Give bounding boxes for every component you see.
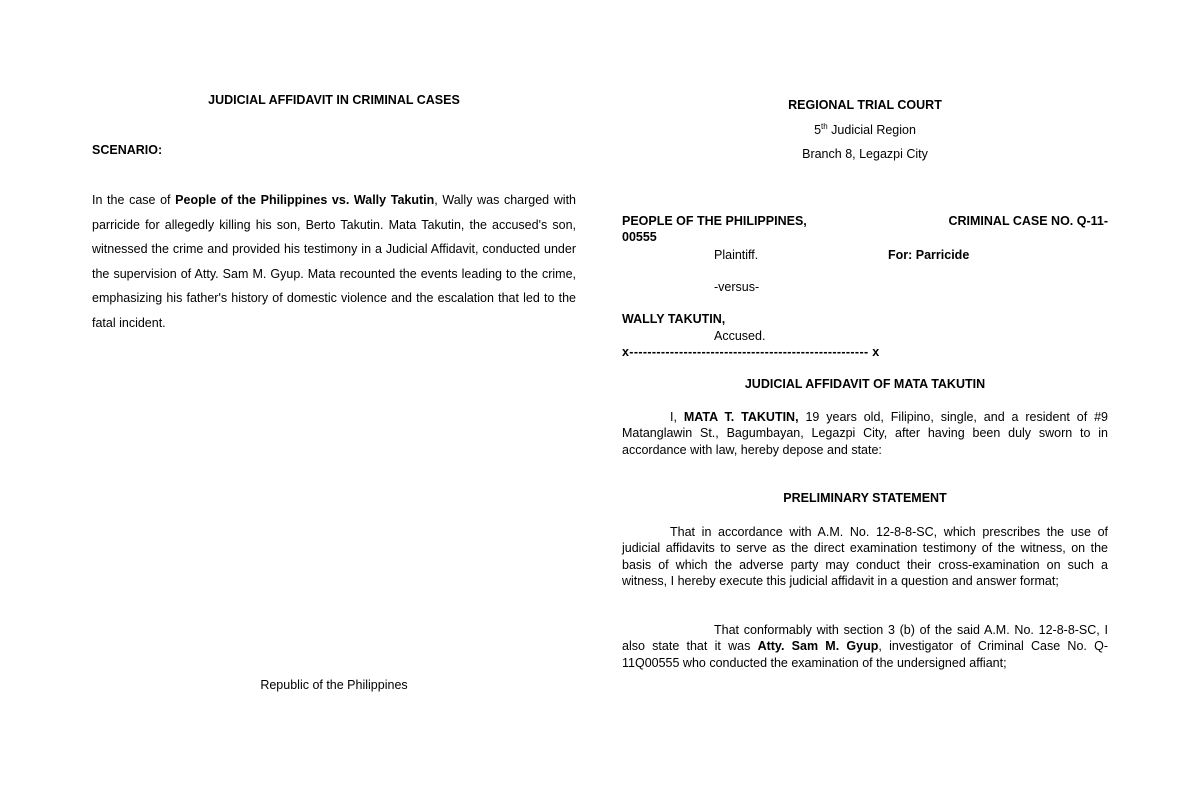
investigator-name: Atty. Sam M. Gyup bbox=[757, 639, 879, 654]
intro-paragraph bbox=[622, 409, 1108, 458]
preliminary-paragraph-1: That in accordance with A.M. No. 12-8-8-SC, which prescribes the use of judicial affidavits to serve as the direct examination testimony of the witness, on the basis of which the adverse party may conduct their cross-examination on such a witness, I hereby execute this judicial affidavit in a question and answer format; bbox=[622, 525, 1108, 588]
caption-divider: x----------------------------------------------------- x bbox=[622, 345, 880, 359]
preliminary-statement-heading: PRELIMINARY STATEMENT bbox=[783, 491, 947, 505]
prelim-2-text-rest: , investigator of Criminal Case No. Q-11Q00555 who conducted the examination of the undersigned affiant; bbox=[622, 639, 1108, 670]
preliminary-paragraph-2 bbox=[622, 622, 1108, 671]
scenario-text-start: In the case of bbox=[92, 193, 176, 207]
plaintiff-name: PEOPLE OF THE PHILIPPINES, bbox=[622, 214, 807, 228]
region-text: Judicial Region bbox=[827, 122, 916, 137]
versus-label: -versus- bbox=[714, 280, 760, 294]
plaintiff-role: Plaintiff. bbox=[714, 248, 759, 262]
region-suffix: th bbox=[821, 121, 828, 131]
case-title: People of the Philippines vs. Wally Takutin bbox=[175, 193, 435, 207]
intro-text-start: I, bbox=[670, 410, 684, 424]
court-name: REGIONAL TRIAL COURT bbox=[788, 98, 942, 112]
case-nature: For: Parricide bbox=[888, 248, 970, 262]
scenario-text-rest: , Wally was charged with parricide for allegedly killing his son, Berto Takutin. Mata Takutin, the accused's son, witnessed the crime and provided his testimony in a Judicial Affidavit, conducted under the supervision of Atty. Sam M. Gyup. Mata recounted the events leading to the crime, emphasizing his father's history of domestic violence and the escalation that led to the fatal incident. bbox=[92, 193, 576, 330]
court-region bbox=[622, 118, 1108, 143]
case-number: CRIMINAL CASE NO. Q-11- bbox=[948, 214, 1108, 228]
affiant-name: MATA T. TAKUTIN, bbox=[683, 410, 799, 424]
case-number-tail: 00555 bbox=[622, 230, 657, 244]
court-branch: Branch 8, Legazpi City bbox=[802, 147, 928, 161]
scenario-paragraph bbox=[92, 188, 576, 335]
region-number: 5 bbox=[814, 122, 822, 137]
court-header bbox=[622, 93, 1108, 167]
left-page-title: JUDICIAL AFFIDAVIT IN CRIMINAL CASES bbox=[208, 93, 460, 107]
intro-text-rest: 19 years old, Filipino, single, and a resident of #9 Matanglawin St., Bagumbayan, Legazpi City, after having been duly sworn to in accordance with law, hereby depose and state: bbox=[622, 410, 1108, 457]
accused-name: WALLY TAKUTIN, bbox=[622, 312, 726, 326]
affidavit-title: JUDICIAL AFFIDAVIT OF MATA TAKUTIN bbox=[744, 377, 986, 391]
scenario-heading: SCENARIO: bbox=[92, 143, 163, 157]
left-page-footer: Republic of the Philippines bbox=[260, 678, 408, 692]
prelim-2-text-start: That conformably with section 3 (b) of the said A.M. No. 12-8-8-SC, I also state that it was bbox=[622, 623, 1108, 654]
accused-role: Accused. bbox=[714, 329, 766, 343]
